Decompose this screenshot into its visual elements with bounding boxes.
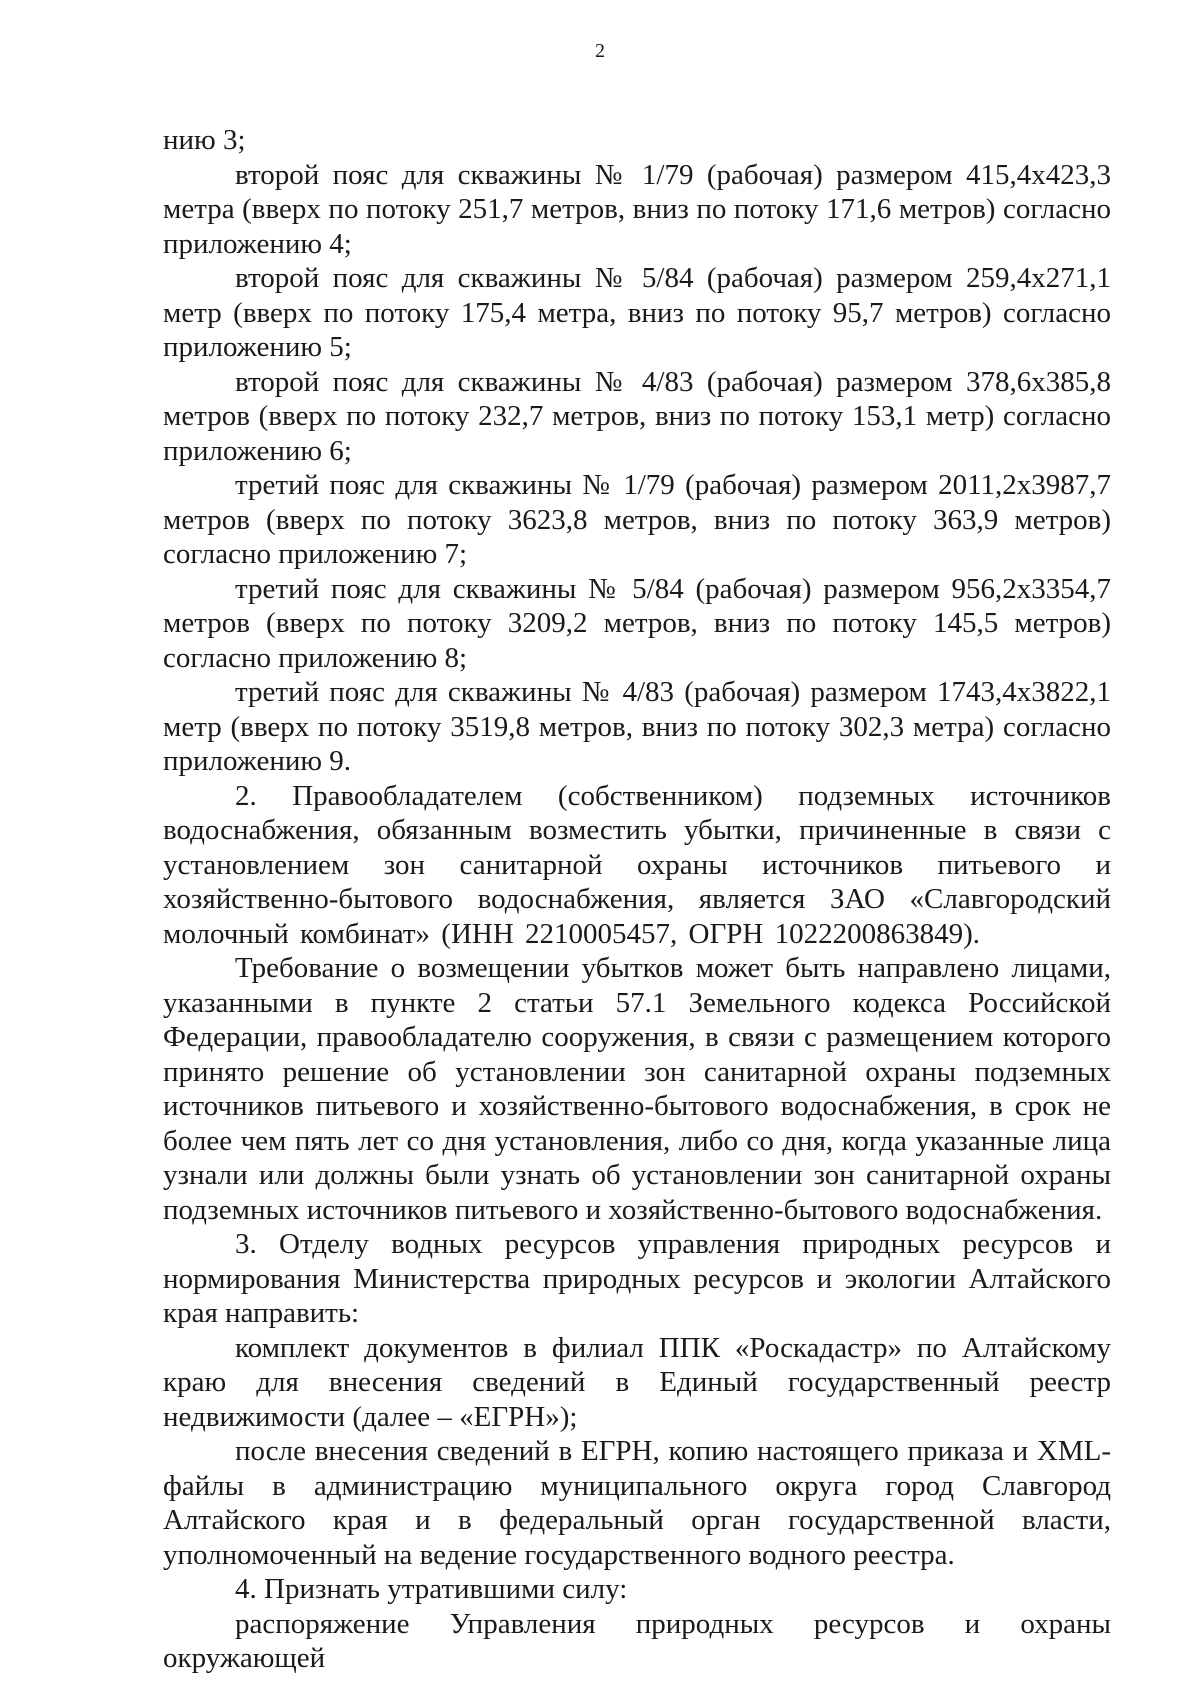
paragraph-item-3-administration: после внесения сведений в ЕГРН, копию настоящего приказа и XML-файлы в администрацию муниципального округа город Славгород Алтайского края и в федеральный орган государственной власти, уполномоченный на ведение государственного водного реестра. [163,1435,1111,1571]
paragraph-zone2-well-1-79: второй пояс для скважины № 1/79 (рабочая) размером 415,4х423,3 метра (вверх по потоку 251,7 метров, вниз по потоку 171,6 метров) согласно приложению 4; [163,158,1111,260]
paragraph-item-4: 4. Признать утратившими силу: [235,1573,628,1605]
document-body [163,123,1111,1676]
paragraph-zone3-well-1-79: третий пояс для скважины № 1/79 (рабочая) размером 2011,2х3987,7 метров (вверх по потоку 3623,8 метров, вниз по потоку 363,9 метров) согласно приложению 7; [163,469,1111,570]
paragraph-item-3-rosreestr: комплект документов в филиал ППК «Роскадастр» по Алтайскому краю для внесения сведений в Единый государственный реестр недвижимости (далее – «ЕГРН»); [163,1331,1111,1433]
paragraph-item-2: 2. Правообладателем (собственником) подземных источников водоснабжения, обязанным возместить убытки, причиненные в связи с установлением зон санитарной охраны источников питьевого и хозяйственно-бытового водоснабжения, является ЗАО «Славгородский молочный комбинат» (ИНН 2210005457, ОГРН 1022200863849). [163,779,1111,950]
paragraph-item-3: 3. Отделу водных ресурсов управления природных ресурсов и нормирования Министерства природных ресурсов и экологии Алтайского края направить: [163,1228,1111,1329]
paragraph-zone2-well-5-84: второй пояс для скважины № 5/84 (рабочая) размером 259,4х271,1 метр (вверх по потоку 175,4 метра, вниз по потоку 95,7 метров) согласно приложению 5; [163,262,1111,363]
paragraph-zone3-well-4-83: третий пояс для скважины № 4/83 (рабочая) размером 1743,4х3822,1 метр (вверх по потоку 3519,8 метров, вниз по потоку 302,3 метра) согласно приложению 9. [163,676,1111,777]
paragraph-zone2-well-4-83: второй пояс для скважины № 4/83 (рабочая) размером 378,6х385,8 метров (вверх по потоку 232,7 метров, вниз по потоку 153,1 метр) согласно приложению 6; [163,365,1111,467]
paragraph-zone3-well-5-84: третий пояс для скважины № 5/84 (рабочая) размером 956,2х3354,7 метров (вверх по потоку 3209,2 метров, вниз по потоку 145,5 метров) согласно приложению 8; [163,572,1111,674]
paragraph-compensation-claim: Требование о возмещении убытков может быть направлено лицами, указанными в пункте 2 статьи 57.1 Земельного кодекса Российской Федерации, правообладателю сооружения, в связи с размещением которого принято решение об установлении зон санитарной охраны подземных источников питьевого и хозяйственно-бытового водоснабжения, в срок не более чем пять лет со дня установления, либо со дня, когда указанные лица узнали или должны были узнать об установлении зон санитарной охраны подземных источников питьевого и хозяйственно-бытового водоснабжения. [163,952,1111,1226]
paragraph-continuation: нию 3; [163,124,246,156]
paragraph-item-4-order: распоряжение Управления природных ресурсов и охраны окружающей [163,1607,1111,1674]
page-number: 2 [595,40,605,62]
